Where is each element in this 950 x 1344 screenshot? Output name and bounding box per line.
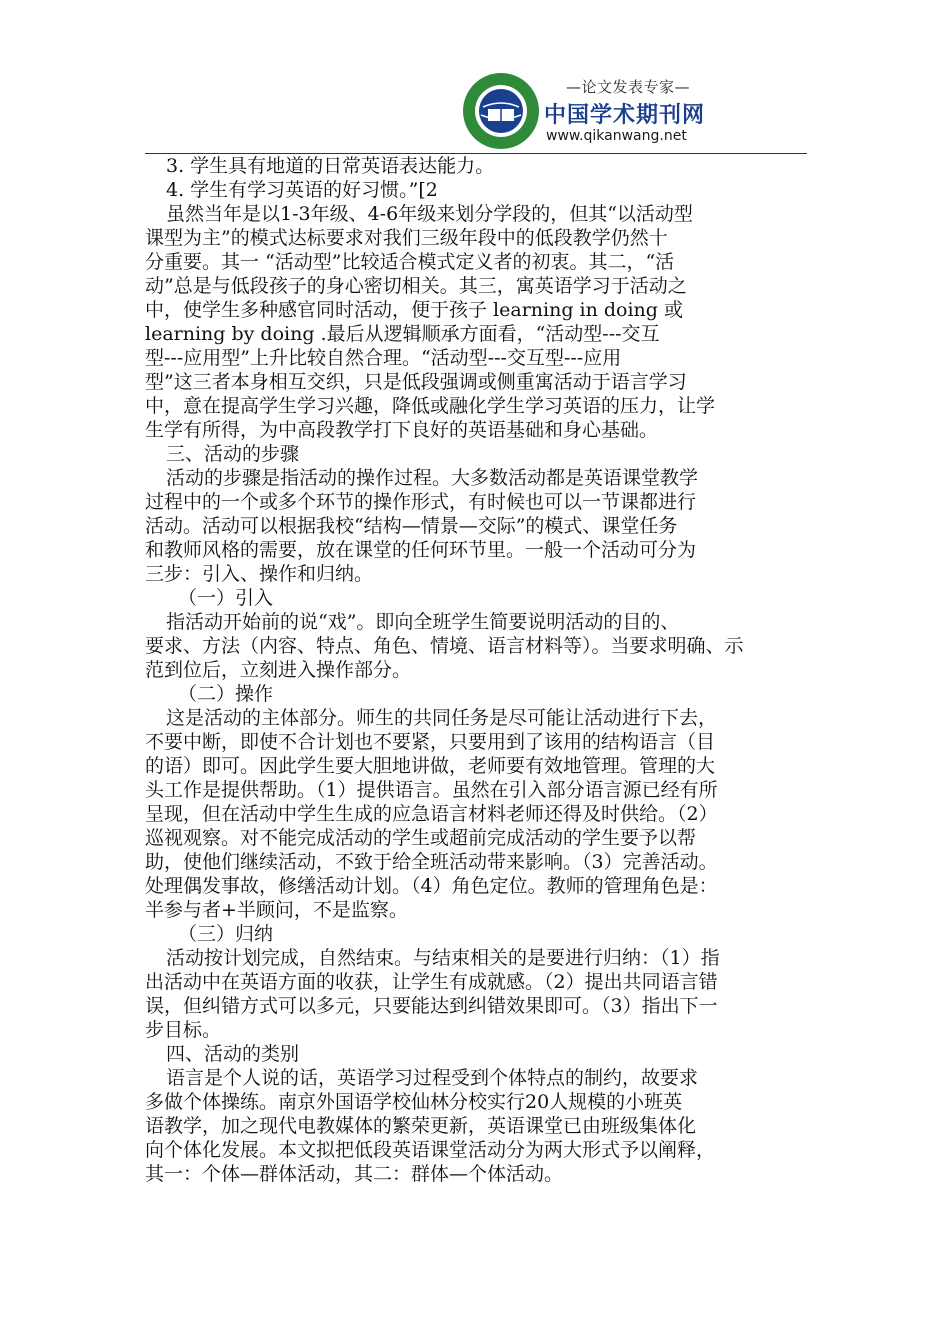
paragraph-line: 生学有所得，为中高段教学打下良好的英语基础和身心基础。 bbox=[145, 419, 659, 441]
paragraph-line: 这是活动的主体部分。师生的共同任务是尽可能让活动进行下去， bbox=[166, 707, 718, 729]
paragraph-line: 步目标。 bbox=[145, 1019, 222, 1041]
site-logo-seal bbox=[461, 71, 541, 151]
paragraph-line: 型---应用型”上升比较自然合理。“活动型---交互型---应用 bbox=[145, 347, 622, 369]
section-heading: 四、活动的类别 bbox=[166, 1043, 300, 1065]
paragraph-line: 虽然当年是以1-3年级、4-6年级来划分学段的，但其“以活动型 bbox=[166, 203, 693, 225]
paragraph-line: 的语）即可。因此学生要大胆地讲做，老师要有效地管理。管理的大 bbox=[145, 755, 716, 777]
paragraph-line: 活动的步骤是指活动的操作过程。大多数活动都是英语课堂教学 bbox=[166, 467, 699, 489]
paragraph-line: 三步：引入、操作和归纳。 bbox=[145, 563, 374, 585]
subsection-heading: （二）操作 bbox=[178, 683, 274, 705]
paragraph-line: 动”总是与低段孩子的身心密切相关。其三，寓英语学习于活动之 bbox=[145, 275, 687, 297]
list-item-3: 3. 学生具有地道的日常英语表达能力。 bbox=[166, 155, 495, 177]
page-header bbox=[0, 0, 950, 160]
paragraph-line: 助，使他们继续活动，不致于给全班活动带来影响。（3）完善活动。 bbox=[145, 851, 718, 873]
subsection-heading: （三）归纳 bbox=[178, 923, 274, 945]
paragraph-line: 向个体化发展。本文拟把低段英语课堂活动分为两大形式予以阐释， bbox=[145, 1139, 716, 1161]
paragraph-line: learning by doing .最后从逻辑顺承方面看，“活动型---交互 bbox=[145, 323, 660, 345]
paragraph-line: 出活动中在英语方面的收获，让学生有成就感。（2）提出共同语言错 bbox=[145, 971, 718, 993]
site-logo-text bbox=[540, 72, 720, 152]
paragraph-line: 语言是个人说的话，英语学习过程受到个体特点的制约，故要求 bbox=[166, 1067, 699, 1089]
paragraph-line: 语教学，加之现代电教媒体的繁荣更新，英语课堂已由班级集体化 bbox=[145, 1115, 697, 1137]
paragraph-line: 活动。活动可以根据我校“结构—情景—交际”的模式、课堂任务 bbox=[145, 515, 678, 537]
logo-site-name: 中国学术期刊网 bbox=[544, 103, 706, 128]
paragraph-line: 中，意在提高学生学习兴趣，降低或融化学生学习英语的压力，让学 bbox=[145, 395, 716, 417]
paragraph-line: 要求、方法（内容、特点、角色、情境、语言材料等）。当要求明确、示 bbox=[145, 635, 744, 657]
paragraph-line: 活动按计划完成，自然结束。与结束相关的是要进行归纳：（1）指 bbox=[166, 947, 720, 969]
paragraph-line: 其一：个体—群体活动，其二：群体—个体活动。 bbox=[145, 1163, 564, 1185]
section-heading: 三、活动的步骤 bbox=[166, 443, 300, 465]
paragraph-line: 巡视观察。对不能完成活动的学生或超前完成活动的学生要予以帮 bbox=[145, 827, 697, 849]
document-body bbox=[145, 154, 807, 1186]
paragraph-line: 指活动开始前的说“戏”。即向全班学生简要说明活动的目的、 bbox=[166, 611, 680, 633]
paragraph-line: 过程中的一个或多个环节的操作形式，有时候也可以一节课都进行 bbox=[145, 491, 697, 513]
list-item-4: 4. 学生有学习英语的好习惯。”[2 bbox=[166, 179, 438, 201]
subsection-heading: （一）引入 bbox=[178, 587, 274, 609]
paragraph-line: 多做个体操练。南京外国语学校仙林分校实行20人规模的小班英 bbox=[145, 1091, 683, 1113]
paragraph-line: 分重要。其一 “活动型”比较适合模式定义者的初衷。其二，“活 bbox=[145, 251, 675, 273]
paragraph-line: 型”这三者本身相互交织，只是低段强调或侧重寓活动于语言学习 bbox=[145, 371, 687, 393]
paragraph-line: 范到位后，立刻进入操作部分。 bbox=[145, 659, 412, 681]
paragraph-line: 处理偶发事故，修缮活动计划。（4）角色定位。教师的管理角色是： bbox=[145, 875, 718, 897]
paragraph-line: 误，但纠错方式可以多元，只要能达到纠错效果即可。（3）指出下一 bbox=[145, 995, 718, 1017]
paragraph-line: 呈现，但在活动中学生生成的应急语言材料老师还得及时供给。（2） bbox=[145, 803, 718, 825]
paragraph-line: 中，使学生多种感官同时活动，便于孩子 learning in doing 或 bbox=[145, 299, 683, 321]
paragraph-line: 课型为主”的模式达标要求对我们三级年段中的低段教学仍然十 bbox=[145, 227, 668, 249]
logo-url: www.qikanwang.net bbox=[546, 128, 687, 144]
paragraph-line: 半参与者+半顾问，不是监察。 bbox=[145, 899, 408, 921]
paragraph-line: 和教师风格的需要，放在课堂的任何环节里。一般一个活动可分为 bbox=[145, 539, 697, 561]
paragraph-line: 不要中断，即使不合计划也不要紧，只要用到了该用的结构语言（目 bbox=[145, 731, 716, 753]
logo-slogan: —论文发表专家— bbox=[566, 78, 691, 96]
paragraph-line: 头工作是提供帮助。（1）提供语言。虽然在引入部分语言源已经有所 bbox=[145, 779, 718, 801]
